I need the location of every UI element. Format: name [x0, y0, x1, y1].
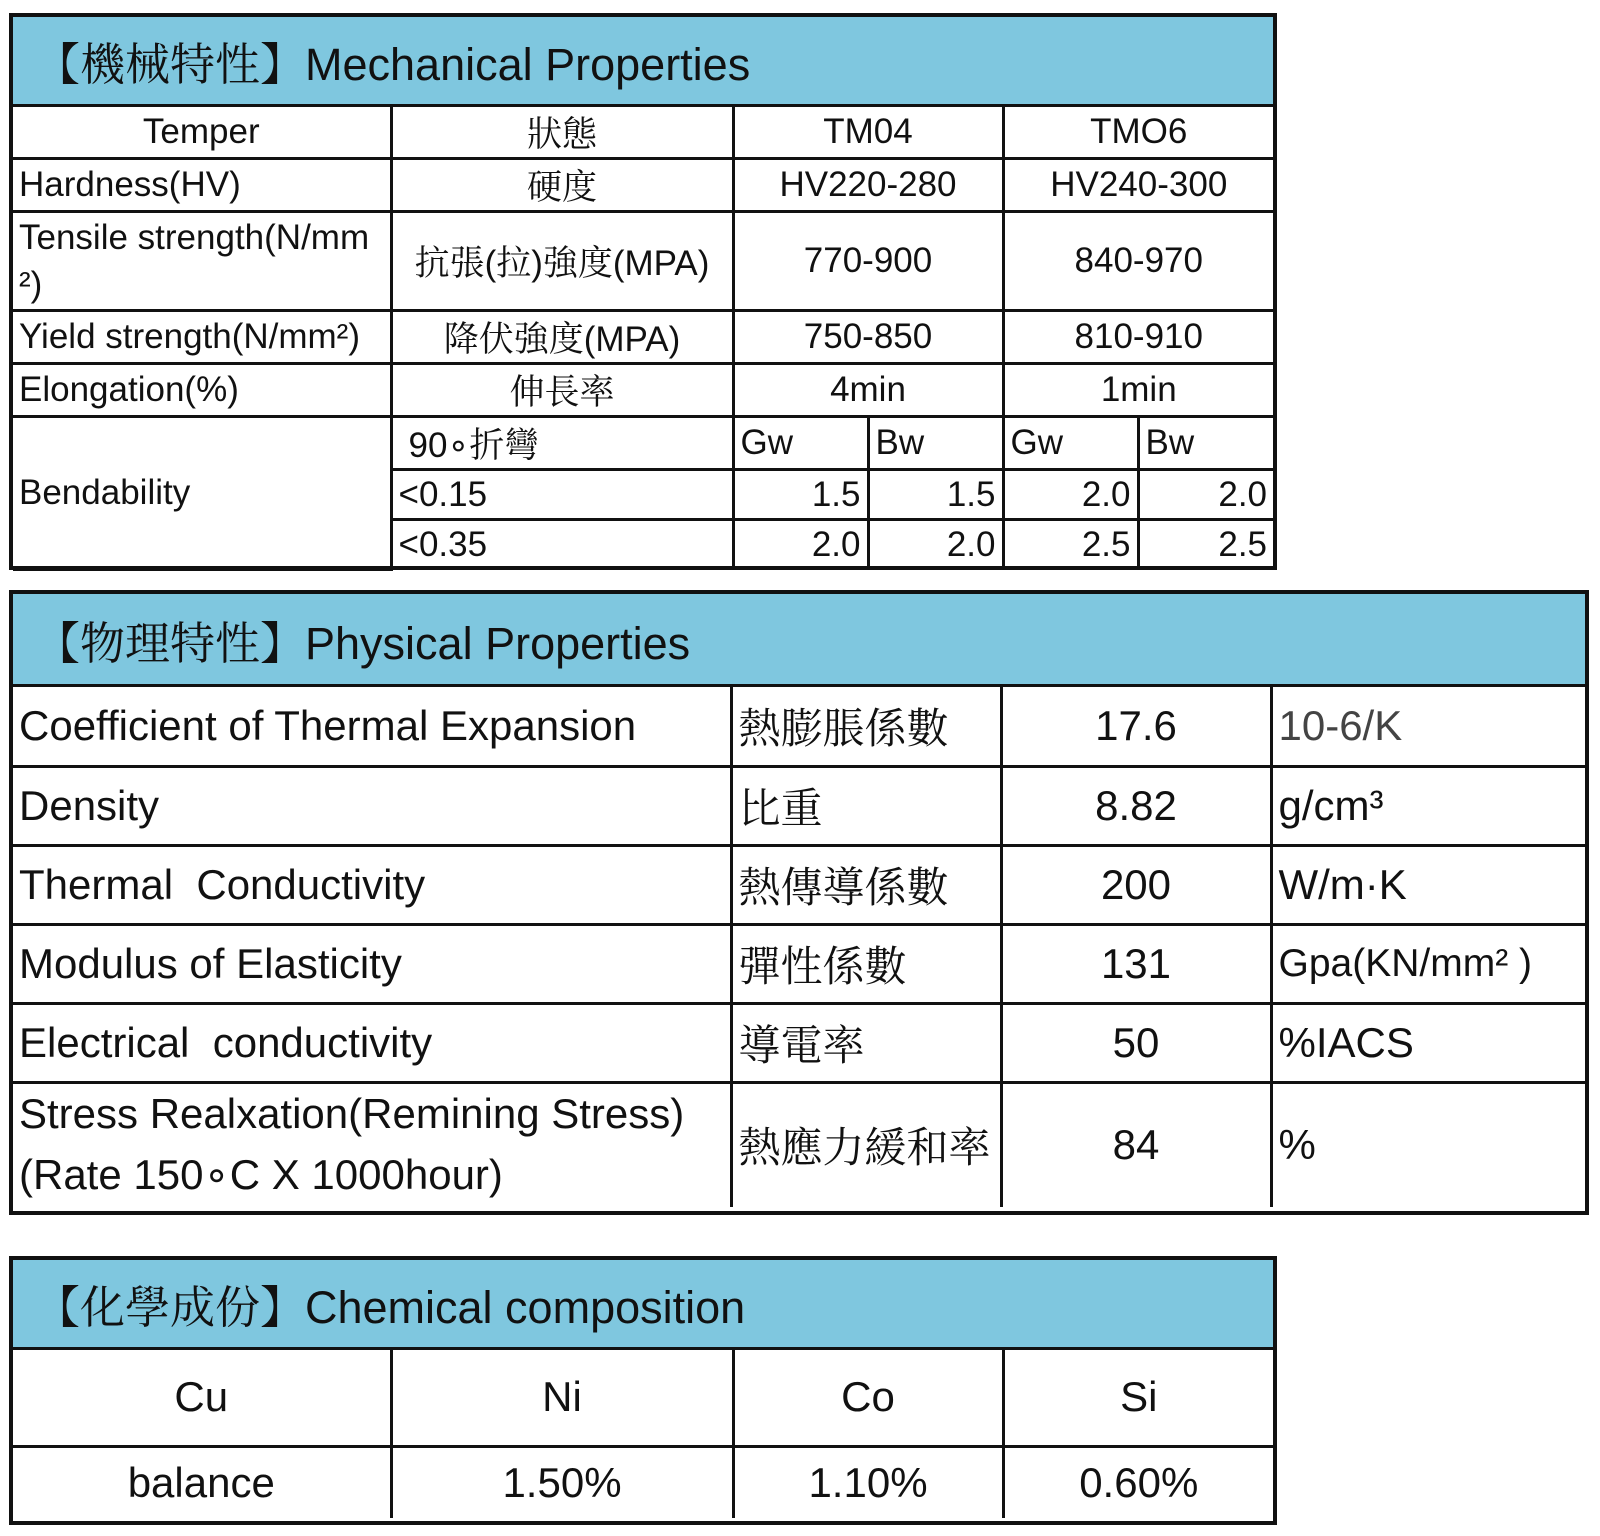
value-cell: 1.5	[868, 470, 1003, 520]
row-label: Elongation(%)	[13, 364, 391, 417]
table-row	[13, 107, 1273, 159]
thickness-cell: <0.15	[391, 470, 733, 520]
element-co: Co	[733, 1350, 1003, 1446]
value-cell: 1min	[1003, 364, 1273, 417]
thickness-cell: <0.35	[391, 520, 733, 570]
value-cell: 8.82	[1001, 766, 1271, 845]
unit-cell: %IACS	[1271, 1003, 1585, 1082]
property-label-zh: 熱應力緩和率	[731, 1082, 1001, 1207]
value-ni: 1.50%	[391, 1446, 733, 1518]
chemical-composition-panel	[9, 1256, 1277, 1525]
property-label-zh: 熱傳導係數	[731, 845, 1001, 924]
table-row	[13, 417, 1273, 470]
temper-label: Temper	[13, 107, 391, 159]
table-row	[13, 311, 1273, 364]
table-row	[13, 212, 1273, 311]
property-label: Modulus of Elasticity	[13, 924, 731, 1003]
col-tmo6: TMO6	[1003, 107, 1273, 159]
mechanical-title: 【機械特性】Mechanical Properties	[13, 17, 1273, 107]
property-label: Density	[13, 766, 731, 845]
bw-label: Bw	[868, 417, 1003, 470]
table-row	[13, 924, 1585, 1003]
value-cell: 4min	[733, 364, 1003, 417]
table-row	[13, 1003, 1585, 1082]
bw-label: Bw	[1138, 417, 1273, 470]
value-cell: 2.0	[1138, 470, 1273, 520]
col-tm04: TM04	[733, 107, 1003, 159]
physical-table	[13, 687, 1585, 1207]
value-si: 0.60%	[1003, 1446, 1273, 1518]
unit-cell: 10-6/K	[1271, 687, 1585, 766]
mechanical-properties-panel	[9, 13, 1277, 570]
chemical-title: 【化學成份】Chemical composition	[13, 1260, 1273, 1350]
value-cell: 200	[1001, 845, 1271, 924]
value-cell: 2.0	[868, 520, 1003, 570]
value-cell: 17.6	[1001, 687, 1271, 766]
row-label-zh: 伸長率	[391, 364, 733, 417]
property-label: Thermal Conductivity	[13, 845, 731, 924]
unit-cell: g/cm³	[1271, 766, 1585, 845]
table-row	[13, 766, 1585, 845]
property-label-zh: 彈性係數	[731, 924, 1001, 1003]
bend-angle-label: 90∘折彎	[391, 417, 733, 470]
physical-properties-panel	[9, 590, 1589, 1215]
element-cu: Cu	[13, 1350, 391, 1446]
value-cell: 84	[1001, 1082, 1271, 1207]
property-label: Stress Realxation(Remining Stress)(Rate 150∘C X 1000hour)	[13, 1082, 731, 1207]
table-row	[13, 845, 1585, 924]
table-row	[13, 364, 1273, 417]
row-label: Tensile strength(N/mm²)	[13, 212, 391, 311]
value-cell: 750-850	[733, 311, 1003, 364]
bendability-label: Bendability	[13, 417, 391, 570]
table-row	[13, 687, 1585, 766]
table-row	[13, 1082, 1585, 1207]
value-cell: 840-970	[1003, 212, 1273, 311]
table-row	[13, 1446, 1273, 1518]
value-cell: 2.0	[733, 520, 868, 570]
gw-label: Gw	[733, 417, 868, 470]
row-label-zh: 抗張(拉)強度(MPA)	[391, 212, 733, 311]
value-cell: HV220-280	[733, 159, 1003, 212]
unit-cell: %	[1271, 1082, 1585, 1207]
value-cell: 1.5	[733, 470, 868, 520]
row-label: Hardness(HV)	[13, 159, 391, 212]
gw-label: Gw	[1003, 417, 1138, 470]
value-cell: 50	[1001, 1003, 1271, 1082]
property-label-zh: 比重	[731, 766, 1001, 845]
row-label-zh: 降伏強度(MPA)	[391, 311, 733, 364]
temper-label-zh: 狀態	[391, 107, 733, 159]
unit-cell: Gpa(KN/mm² )	[1271, 924, 1585, 1003]
property-label: Electrical conductivity	[13, 1003, 731, 1082]
unit-cell: W/m·K	[1271, 845, 1585, 924]
table-row	[13, 1350, 1273, 1446]
value-cell: 810-910	[1003, 311, 1273, 364]
row-label: Yield strength(N/mm²)	[13, 311, 391, 364]
property-label-zh: 熱膨脹係數	[731, 687, 1001, 766]
value-cell: 2.5	[1003, 520, 1138, 570]
physical-title: 【物理特性】Physical Properties	[13, 594, 1585, 687]
value-cell: 2.5	[1138, 520, 1273, 570]
mechanical-table	[13, 107, 1273, 571]
value-co: 1.10%	[733, 1446, 1003, 1518]
value-cell: HV240-300	[1003, 159, 1273, 212]
element-si: Si	[1003, 1350, 1273, 1446]
value-cell: 2.0	[1003, 470, 1138, 520]
property-label-zh: 導電率	[731, 1003, 1001, 1082]
chemical-table	[13, 1350, 1273, 1518]
element-ni: Ni	[391, 1350, 733, 1446]
property-label: Coefficient of Thermal Expansion	[13, 687, 731, 766]
value-cu: balance	[13, 1446, 391, 1518]
value-cell: 131	[1001, 924, 1271, 1003]
row-label-zh: 硬度	[391, 159, 733, 212]
table-row	[13, 159, 1273, 212]
value-cell: 770-900	[733, 212, 1003, 311]
